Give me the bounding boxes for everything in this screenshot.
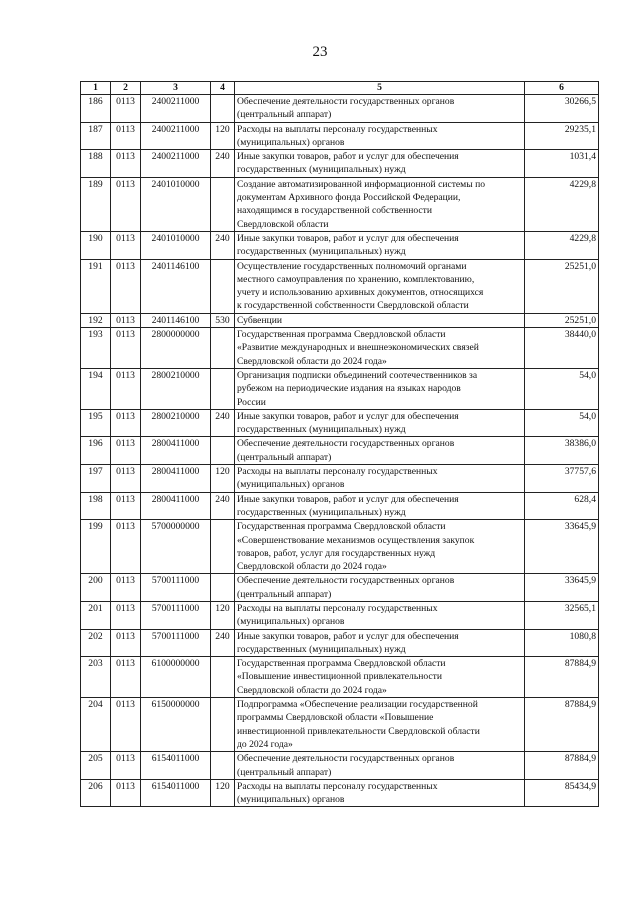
expense-type-code — [211, 368, 235, 409]
section-code: 0113 — [111, 259, 141, 313]
row-number: 199 — [81, 520, 111, 574]
section-code: 0113 — [111, 409, 141, 437]
amount: 1031,4 — [525, 150, 599, 178]
description-line: к государственной собственности Свердловской области — [237, 300, 469, 312]
table-row — [81, 95, 599, 123]
table-row — [81, 313, 599, 327]
row-number: 203 — [81, 657, 111, 698]
target-article-code: 2401010000 — [141, 177, 211, 231]
description-line: Осуществление государственных полномочий органами — [237, 260, 467, 272]
description-line: (центральный аппарат) — [237, 109, 332, 121]
table-row — [81, 629, 599, 657]
amount: 38440,0 — [525, 328, 599, 369]
description-line: (муниципальных) органов — [237, 479, 345, 491]
description-line: Обеспечение деятельности государственных органов — [237, 753, 455, 765]
section-code: 0113 — [111, 328, 141, 369]
description-line: «Развитие международных и внешнеэкономических связей — [237, 342, 479, 354]
section-code: 0113 — [111, 368, 141, 409]
expense-type-code — [211, 574, 235, 602]
description-line: государственных (муниципальных) нужд — [237, 643, 406, 655]
description-line: Создание автоматизированной информационной системы по — [237, 178, 486, 190]
section-code: 0113 — [111, 122, 141, 150]
description-line: Обеспечение деятельности государственных органов — [237, 96, 455, 107]
page-number: 23 — [312, 44, 328, 60]
description-line: Обеспечение деятельности государственных органов — [237, 575, 455, 587]
expense-type-code: 120 — [211, 465, 235, 493]
amount: 38386,0 — [525, 437, 599, 465]
item-description — [235, 368, 525, 409]
item-description — [235, 465, 525, 493]
section-code: 0113 — [111, 231, 141, 259]
table-row — [81, 752, 599, 780]
expense-type-code: 120 — [211, 601, 235, 629]
item-description — [235, 520, 525, 574]
amount: 25251,0 — [525, 259, 599, 313]
item-description — [235, 95, 525, 123]
description-line: Свердловской области до 2024 года» — [237, 561, 387, 573]
description-line: (центральный аппарат) — [237, 766, 332, 778]
item-description — [235, 313, 525, 327]
table-row — [81, 150, 599, 178]
target-article-code: 2400211000 — [141, 122, 211, 150]
description-line: (центральный аппарат) — [237, 588, 332, 600]
description-line: Расходы на выплаты персоналу государственных — [237, 602, 438, 614]
row-number: 200 — [81, 574, 111, 602]
amount: 33645,9 — [525, 574, 599, 602]
col-header-5: 5 — [235, 82, 525, 95]
description-line: Иные закупки товаров, работ и услуг для обеспечения — [237, 493, 459, 505]
target-article-code: 2401146100 — [141, 313, 211, 327]
item-description — [235, 328, 525, 369]
row-number: 189 — [81, 177, 111, 231]
expense-type-code — [211, 328, 235, 369]
expense-type-code: 240 — [211, 492, 235, 520]
row-number: 191 — [81, 259, 111, 313]
description-line: (муниципальных) органов — [237, 136, 345, 148]
table-row — [81, 368, 599, 409]
item-description — [235, 122, 525, 150]
budget-table — [80, 81, 599, 807]
header-row — [81, 82, 599, 95]
col-header-1: 1 — [81, 82, 111, 95]
target-article-code: 2800210000 — [141, 409, 211, 437]
amount: 4229,8 — [525, 177, 599, 231]
amount: 29235,1 — [525, 122, 599, 150]
table-row — [81, 698, 599, 752]
section-code: 0113 — [111, 752, 141, 780]
description-line: Иные закупки товаров, работ и услуг для обеспечения — [237, 151, 459, 163]
target-article-code: 2400211000 — [141, 95, 211, 123]
target-article-code: 2800411000 — [141, 465, 211, 493]
amount: 87884,9 — [525, 657, 599, 698]
expense-type-code — [211, 698, 235, 752]
row-number: 198 — [81, 492, 111, 520]
item-description — [235, 657, 525, 698]
table-row — [81, 122, 599, 150]
description-line: (муниципальных) органов — [237, 616, 345, 628]
item-description — [235, 409, 525, 437]
description-line: программы Свердловской области «Повышение — [237, 712, 434, 724]
amount: 4229,8 — [525, 231, 599, 259]
expense-type-code: 120 — [211, 779, 235, 807]
description-line: Организация подписки объединений соотечественников за — [237, 369, 478, 381]
expense-type-code — [211, 657, 235, 698]
description-line: государственных (муниципальных) нужд — [237, 164, 406, 176]
target-article-code: 5700000000 — [141, 520, 211, 574]
description-line: «Повышение инвестиционной привлекательности — [237, 671, 442, 683]
description-line: Расходы на выплаты персоналу государственных — [237, 780, 438, 792]
table-row — [81, 437, 599, 465]
section-code: 0113 — [111, 437, 141, 465]
row-number: 187 — [81, 122, 111, 150]
target-article-code: 5700111000 — [141, 574, 211, 602]
section-code: 0113 — [111, 779, 141, 807]
item-description — [235, 629, 525, 657]
amount: 85434,9 — [525, 779, 599, 807]
description-line: Государственная программа Свердловской области — [237, 329, 446, 341]
row-number: 190 — [81, 231, 111, 259]
table-row — [81, 328, 599, 369]
row-number: 197 — [81, 465, 111, 493]
description-line: Иные закупки товаров, работ и услуг для обеспечения — [237, 232, 459, 244]
table-row — [81, 520, 599, 574]
description-line: рубежом на периодические издания на языках народов — [237, 383, 461, 395]
section-code: 0113 — [111, 657, 141, 698]
row-number: 188 — [81, 150, 111, 178]
expense-type-code — [211, 177, 235, 231]
description-line: Иные закупки товаров, работ и услуг для обеспечения — [237, 630, 459, 642]
target-article-code: 5700111000 — [141, 629, 211, 657]
expense-type-code: 240 — [211, 629, 235, 657]
section-code: 0113 — [111, 150, 141, 178]
section-code: 0113 — [111, 313, 141, 327]
section-code: 0113 — [111, 492, 141, 520]
description-line: Свердловской области до 2024 года» — [237, 355, 387, 367]
item-description — [235, 492, 525, 520]
item-description — [235, 177, 525, 231]
expense-type-code: 240 — [211, 409, 235, 437]
row-number: 206 — [81, 779, 111, 807]
description-line: государственных (муниципальных) нужд — [237, 424, 406, 436]
description-line: Подпрограмма «Обеспечение реализации государственной — [237, 699, 478, 711]
table-row — [81, 657, 599, 698]
expense-type-code — [211, 520, 235, 574]
section-code: 0113 — [111, 601, 141, 629]
target-article-code: 2401010000 — [141, 231, 211, 259]
description-line: Обеспечение деятельности государственных органов — [237, 438, 455, 450]
row-number: 204 — [81, 698, 111, 752]
table-row — [81, 259, 599, 313]
description-line: России — [237, 396, 266, 408]
item-description — [235, 437, 525, 465]
target-article-code: 2800411000 — [141, 492, 211, 520]
row-number: 192 — [81, 313, 111, 327]
description-line: Свердловской области до 2024 года» — [237, 684, 387, 696]
expense-type-code — [211, 752, 235, 780]
amount: 1080,8 — [525, 629, 599, 657]
description-line: Государственная программа Свердловской области — [237, 658, 446, 670]
item-description — [235, 779, 525, 807]
section-code: 0113 — [111, 574, 141, 602]
item-description — [235, 601, 525, 629]
amount: 33645,9 — [525, 520, 599, 574]
table-row — [81, 492, 599, 520]
row-number: 195 — [81, 409, 111, 437]
description-line: Расходы на выплаты персоналу государственных — [237, 466, 438, 478]
amount: 628,4 — [525, 492, 599, 520]
target-article-code: 2400211000 — [141, 150, 211, 178]
row-number: 194 — [81, 368, 111, 409]
description-line: Свердловской области — [237, 218, 329, 230]
description-line: местного самоуправления по хранению, комплектованию, — [237, 273, 475, 285]
amount: 54,0 — [525, 409, 599, 437]
target-article-code: 2401146100 — [141, 259, 211, 313]
description-line: (муниципальных) органов — [237, 794, 345, 806]
description-line: Субвенции — [237, 314, 282, 326]
expense-type-code: 240 — [211, 231, 235, 259]
row-number: 201 — [81, 601, 111, 629]
target-article-code: 2800210000 — [141, 368, 211, 409]
item-description — [235, 231, 525, 259]
table-row — [81, 231, 599, 259]
amount: 32565,1 — [525, 601, 599, 629]
item-description — [235, 752, 525, 780]
table-row — [81, 574, 599, 602]
amount: 25251,0 — [525, 313, 599, 327]
description-line: государственных (муниципальных) нужд — [237, 506, 406, 518]
col-header-3: 3 — [141, 82, 211, 95]
description-line: инвестиционной привлекательности Свердловской области — [237, 725, 480, 737]
row-number: 186 — [81, 95, 111, 123]
expense-type-code: 530 — [211, 313, 235, 327]
table-row — [81, 409, 599, 437]
table-row — [81, 177, 599, 231]
target-article-code: 6154011000 — [141, 752, 211, 780]
section-code: 0113 — [111, 95, 141, 123]
description-line: Расходы на выплаты персоналу государственных — [237, 123, 438, 135]
amount: 30266,5 — [525, 95, 599, 123]
description-line: «Совершенствование механизмов осуществления закупок — [237, 534, 475, 546]
description-line: Иные закупки товаров, работ и услуг для обеспечения — [237, 410, 459, 422]
description-line: Государственная программа Свердловской области — [237, 521, 446, 533]
expense-type-code — [211, 95, 235, 123]
item-description — [235, 574, 525, 602]
expense-type-code — [211, 437, 235, 465]
section-code: 0113 — [111, 698, 141, 752]
amount: 87884,9 — [525, 698, 599, 752]
description-line: документам Архивного фонда Российской Федерации, — [237, 192, 461, 204]
col-header-6: 6 — [525, 82, 599, 95]
section-code: 0113 — [111, 465, 141, 493]
target-article-code: 5700111000 — [141, 601, 211, 629]
amount: 54,0 — [525, 368, 599, 409]
description-line: до 2024 года» — [237, 738, 293, 750]
amount: 87884,9 — [525, 752, 599, 780]
row-number: 196 — [81, 437, 111, 465]
section-code: 0113 — [111, 629, 141, 657]
target-article-code: 2800000000 — [141, 328, 211, 369]
item-description — [235, 698, 525, 752]
target-article-code: 6150000000 — [141, 698, 211, 752]
description-line: товаров, работ, услуг для государственных нужд — [237, 547, 436, 559]
row-number: 202 — [81, 629, 111, 657]
expense-type-code: 120 — [211, 122, 235, 150]
expense-type-code — [211, 259, 235, 313]
section-code: 0113 — [111, 520, 141, 574]
item-description — [235, 150, 525, 178]
amount: 37757,6 — [525, 465, 599, 493]
target-article-code: 6154011000 — [141, 779, 211, 807]
expense-type-code: 240 — [211, 150, 235, 178]
section-code: 0113 — [111, 177, 141, 231]
col-header-2: 2 — [111, 82, 141, 95]
description-line: находящимся в государственной собственности — [237, 205, 433, 217]
col-header-4: 4 — [211, 82, 235, 95]
table-row — [81, 601, 599, 629]
table-row — [81, 779, 599, 807]
target-article-code: 2800411000 — [141, 437, 211, 465]
row-number: 205 — [81, 752, 111, 780]
description-line: учету и использованию архивных документов, относящихся — [237, 287, 484, 299]
row-number: 193 — [81, 328, 111, 369]
table-row — [81, 465, 599, 493]
target-article-code: 6100000000 — [141, 657, 211, 698]
item-description — [235, 259, 525, 313]
description-line: (центральный аппарат) — [237, 451, 332, 463]
description-line: государственных (муниципальных) нужд — [237, 246, 406, 258]
